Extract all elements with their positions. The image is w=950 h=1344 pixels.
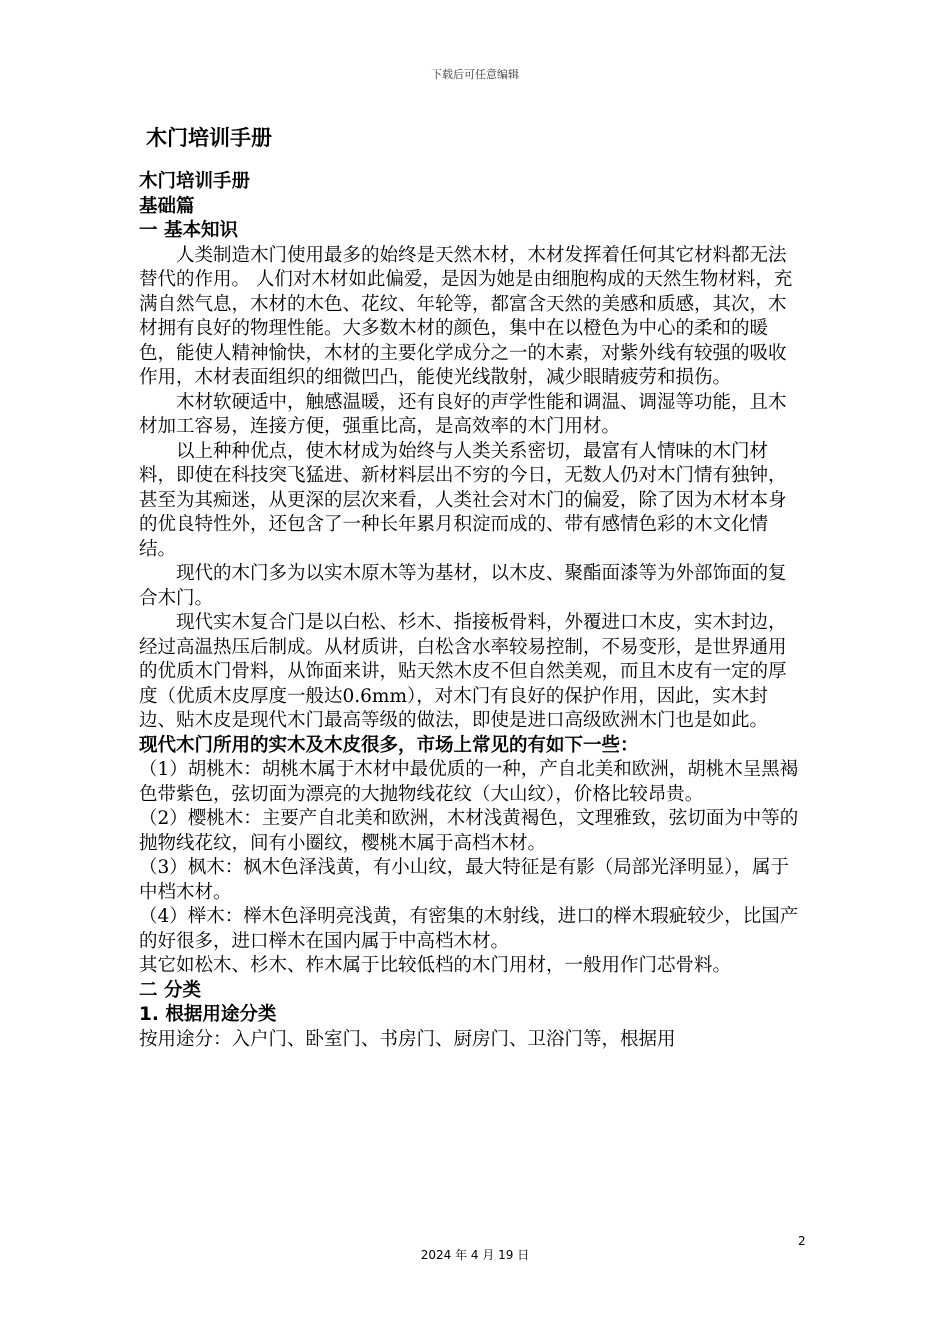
heading-by-use: 1. 根据用途分类 xyxy=(139,1004,277,1025)
body-title: 木门培训手册 xyxy=(139,171,251,192)
section-heading-basic: 基础篇 xyxy=(139,195,195,217)
heading-basic-knowledge: 一 基本知识 xyxy=(139,220,238,241)
paragraph: 木材软硬适中，触感温暖，还有良好的声学性能和调温、调湿等功能，且木材加工容易，连接方便，强重比高，是高效率的木门用材。 xyxy=(139,391,787,437)
list-item: （3）枫木：枫木色泽浅黄，有小山纹，最大特征是有影（局部光泽明显），属于中档木材。 xyxy=(139,857,790,903)
paragraph: 按用途分：入户门、卧室门、书房门、厨房门、卫浴门等，根据用 xyxy=(139,1028,676,1050)
list-item: （1）胡桃木：胡桃木属于木材中最优质的一种，产自北美和欧洲，胡桃木呈黑褐色带紫色，弦切面为漂亮的大抛物线花纹（大山纹），价格比较昂贵。 xyxy=(139,759,799,805)
paragraph: 以上种种优点，使木材成为始终与人类关系密切，最富有人情味的木门材料，即使在科技突飞猛进、新材料层出不穷的今日，无数人仍对木门情有独钟，甚至为其痴迷，从更深的层次来看，人类社会对木门的偏爱，除了因为木材本身的优良特性外，还包含了一种长年累月积淀而成的、带有感情色彩的木文化情结。 xyxy=(139,440,787,560)
paragraph: 现代实木复合门是以白松、杉木、指接板骨料，外覆进口木皮，实木封边，经过高温热压后制成。从材质讲，白松含水率较易控制，不易变形，是世界通用的优质木门骨料，从饰面来讲，贴天然木皮不但自然美观，而且木皮有一定的厚度（优质木皮厚度一般达0.6mm），对木门有良好的保护作用，因此，实木封边、贴木皮是现代木门最高等级的做法，即使是进口高级欧洲木门也是如此。 xyxy=(139,612,787,731)
heading-wood-types: 现代木门所用的实木及木皮很多，市场上常见的有如下一些： xyxy=(139,734,639,756)
list-item: （4）榉木：榉木色泽明亮浅黄，有密集的木射线，进口的榉木瑕疵较少，比国产的好很多，进口榉木在国内属于中高档木材。 xyxy=(139,906,799,952)
page-number: 2 xyxy=(798,1234,806,1248)
footer-date: 2024 年 4 月 19 日 xyxy=(420,1248,530,1262)
heading-classification: 二 分类 xyxy=(139,979,201,1001)
page-header-note: 下载后可任意编辑 xyxy=(431,68,519,81)
document-title: 木门培训手册 xyxy=(146,126,272,150)
paragraph: 人类制造木门使用最多的始终是天然木材，木材发挥着任何其它材料都无法替代的作用。 人们对木材如此偏爱，是因为她是由细胞构成的天然生物材料，充满自然气息，木材的木色、花纹、年轮等，都富含天然的美感和质感，其次，木材拥有良好的物理性能。大多数木材的颜色，集中在以橙色为中心的柔和的暖色，能使人精神愉快，木材的主要化学成分之一的木素，对紫外线有较强的吸收作用，木材表面组织的细微凹凸，能使光线散射，减少眼睛疲劳和损伤。 xyxy=(139,244,793,388)
list-item: （2）樱桃木：主要产自北美和欧洲，木材浅黄褐色，文理雅致，弦切面为中等的抛物线花纹，间有小圈纹，樱桃木属于高档木材。 xyxy=(139,808,799,854)
paragraph: 其它如松木、杉木、柞木属于比较低档的木门用材，一般用作门芯骨料。 xyxy=(139,955,732,976)
document-body xyxy=(139,170,803,1052)
paragraph: 现代的木门多为以实木原木等为基材，以木皮、聚酯面漆等为外部饰面的复合木门。 xyxy=(139,563,787,609)
